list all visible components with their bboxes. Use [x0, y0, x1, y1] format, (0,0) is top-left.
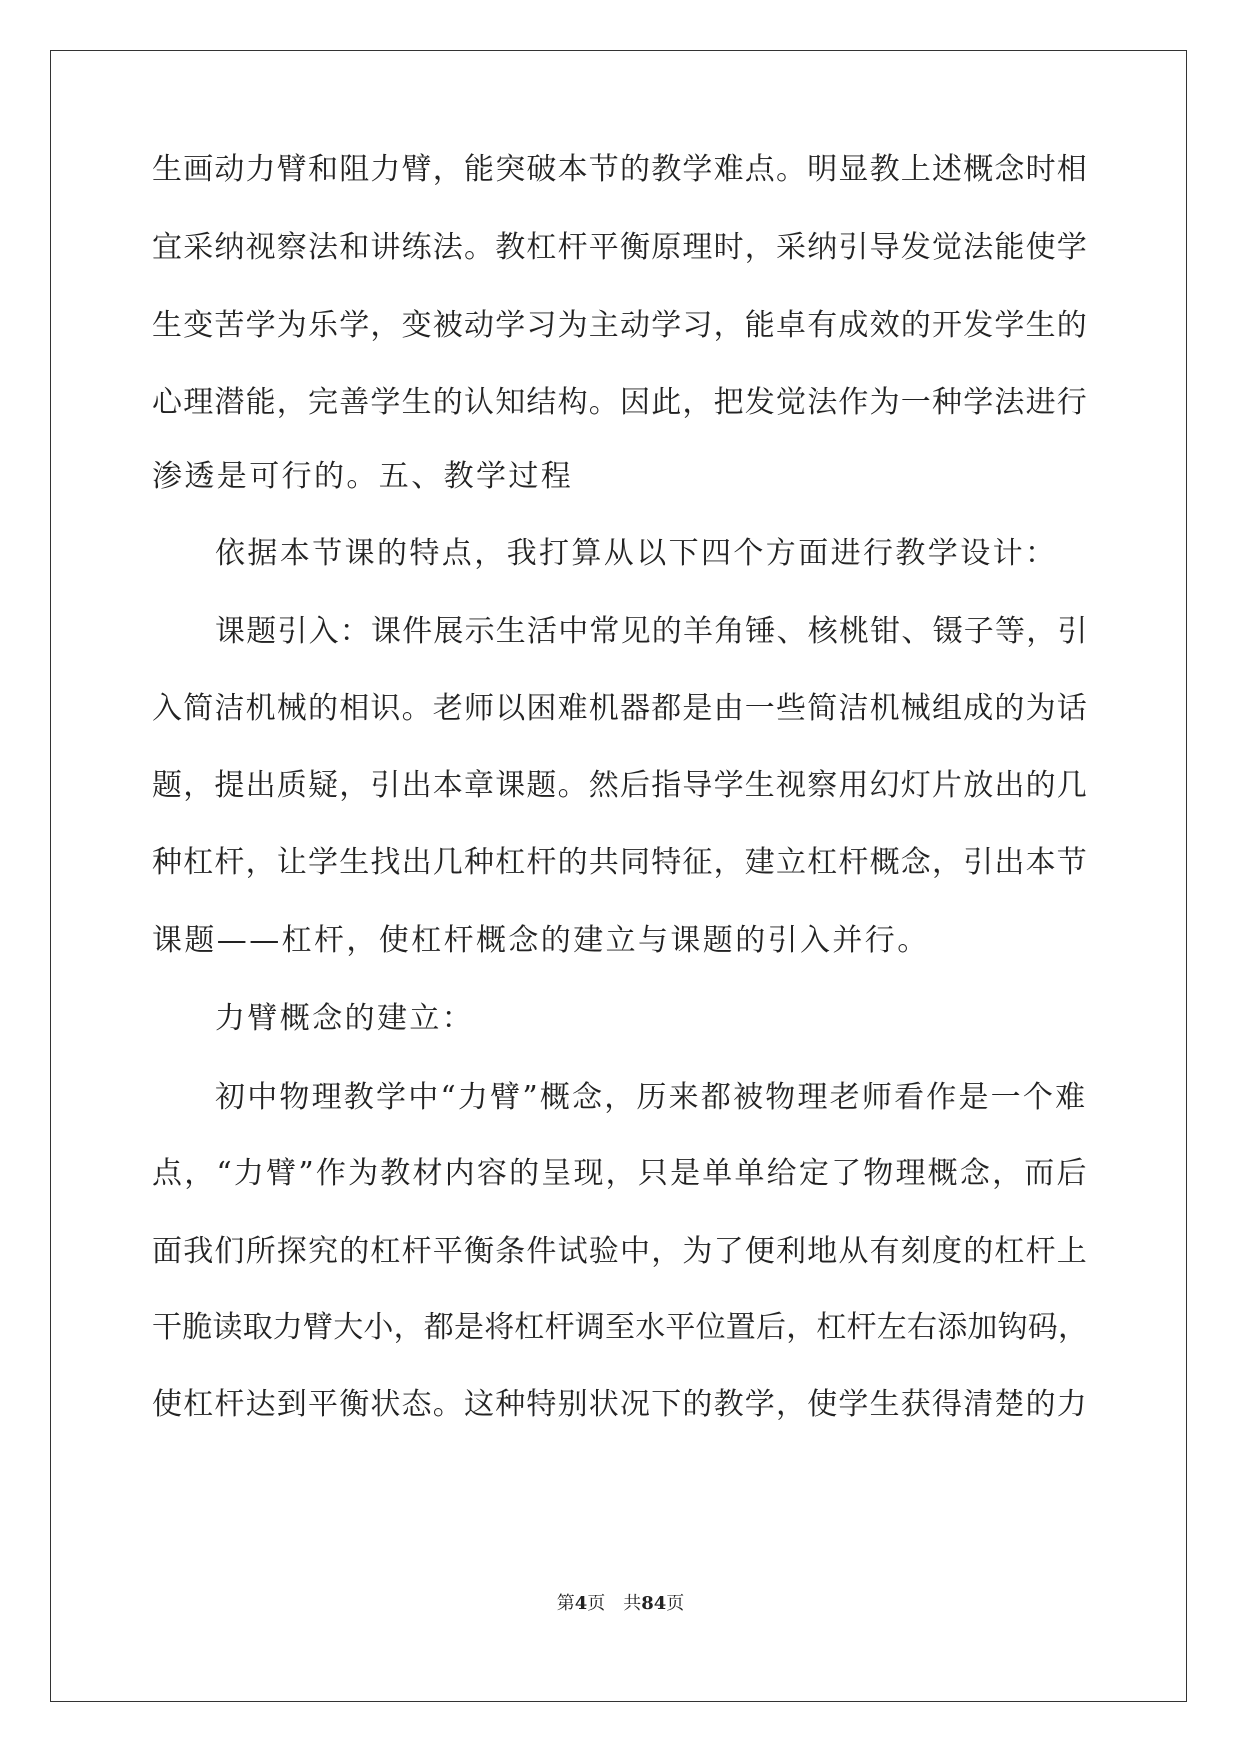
- page-prefix: 第: [556, 1593, 575, 1614]
- text-line: 初中物理教学中“力臂”概念，历来都被物理老师看作是一个难: [215, 1080, 1088, 1115]
- text-line: 干脆读取力臂大小，都是将杠杆调至水平位置后，杠杆左右添加钩码，: [152, 1310, 1089, 1345]
- text-line: 课题引入：课件展示生活中常见的羊角锤、核桃钳、镊子等，引: [215, 614, 1089, 649]
- text-line: 面我们所探究的杠杆平衡条件试验中，为了便利地从有刻度的杠杆上: [152, 1234, 1088, 1269]
- text-line: 使杠杆达到平衡状态。这种特别状况下的教学，使学生获得清楚的力: [152, 1387, 1088, 1422]
- text-line: 宜采纳视察法和讲练法。教杠杆平衡原理时，采纳引导发觉法能使学: [152, 230, 1088, 265]
- page-mid: 页 共: [587, 1593, 642, 1614]
- page-current-number: 4: [574, 1593, 588, 1614]
- page-footer: [0, 1592, 1241, 1616]
- text-line: 入简洁机械的相识。老师以困难机器都是由一些简洁机械组成的为话: [152, 691, 1088, 726]
- page-suffix: 页: [666, 1593, 685, 1614]
- text-line: 点，“力臂”作为教材内容的呈现，只是单单给定了物理概念，而后: [152, 1156, 1089, 1191]
- text-line: 力臂概念的建立：: [215, 1001, 475, 1036]
- text-line: 题，提出质疑，引出本章课题。然后指导学生视察用幻灯片放出的几: [152, 768, 1088, 803]
- text-line: 种杠杆，让学生找出几种杠杆的共同特征，建立杠杆概念，引出本节: [152, 845, 1088, 880]
- text-line: 生变苦学为乐学，变被动学习为主动学习，能卓有成效的开发学生的: [152, 308, 1088, 343]
- text-line: 课题——杠杆，使杠杆概念的建立与课题的引入并行。: [152, 923, 930, 958]
- page-total-number: 84: [641, 1593, 667, 1614]
- text-line: 心理潜能，完善学生的认知结构。因此，把发觉法作为一种学法进行: [152, 385, 1088, 420]
- text-line: 生画动力臂和阻力臂，能突破本节的教学难点。明显教上述概念时相: [152, 152, 1088, 187]
- text-line: 渗透是可行的。五、教学过程: [152, 459, 574, 494]
- text-line: 依据本节课的特点，我打算从以下四个方面进行教学设计：: [215, 536, 1058, 571]
